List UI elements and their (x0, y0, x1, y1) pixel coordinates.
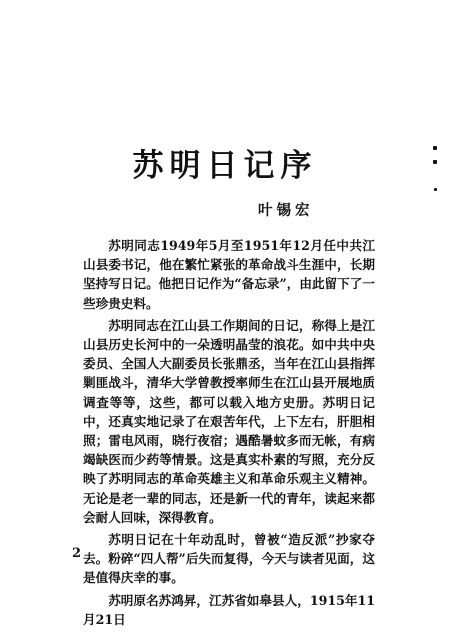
paragraph: 苏明日记在十年动乱时，曾被“造反派”抄家夺去。粉碎“四人帮”后失而复得，今天与读者见面，这是值得庆幸的事。 (83, 532, 375, 586)
body-text (83, 236, 375, 632)
page-number: 2 (72, 546, 82, 561)
paragraph: 苏明同志在江山县工作期间的日记，称得上是江山县历史长河中的一朵透明晶莹的浪花。如中共中央委员、全国人大副委员长张鼎丞，当年在江山县指挥剿匪战斗，清华大学曾教授率师生在江山县开展地质调查等等，这些，都可以载入地方史册。苏明日记中，还真实地记录了在艰苦年代，上下左右，肝胆相照；雷电风雨，晓行夜宿；遇酷暑蚊多而无帐，有病竭缺医而少药等情景。这是真实朴素的写照，充分反映了苏明同志的革命英雄主义和革命乐观主义精神。无论是老一辈的同志，还是新一代的青年，读起来都会耐人回味，深得教育。 (83, 317, 375, 525)
edge-mark (434, 188, 437, 191)
paragraph: 苏明同志1949年5月至1951年12月任中共江山县委书记，他在繁忙紧张的革命战斗生涯中，长期坚持写日记。他把日记作为“备忘录”，由此留下了一些珍贵史料。 (83, 238, 375, 311)
author-name: 叶锡宏 (258, 202, 314, 219)
paragraph: 苏明原名苏鸿昇，江苏省如皋县人，1915年11月21日 (83, 592, 375, 627)
page-title: 苏明日记序 (132, 148, 318, 184)
